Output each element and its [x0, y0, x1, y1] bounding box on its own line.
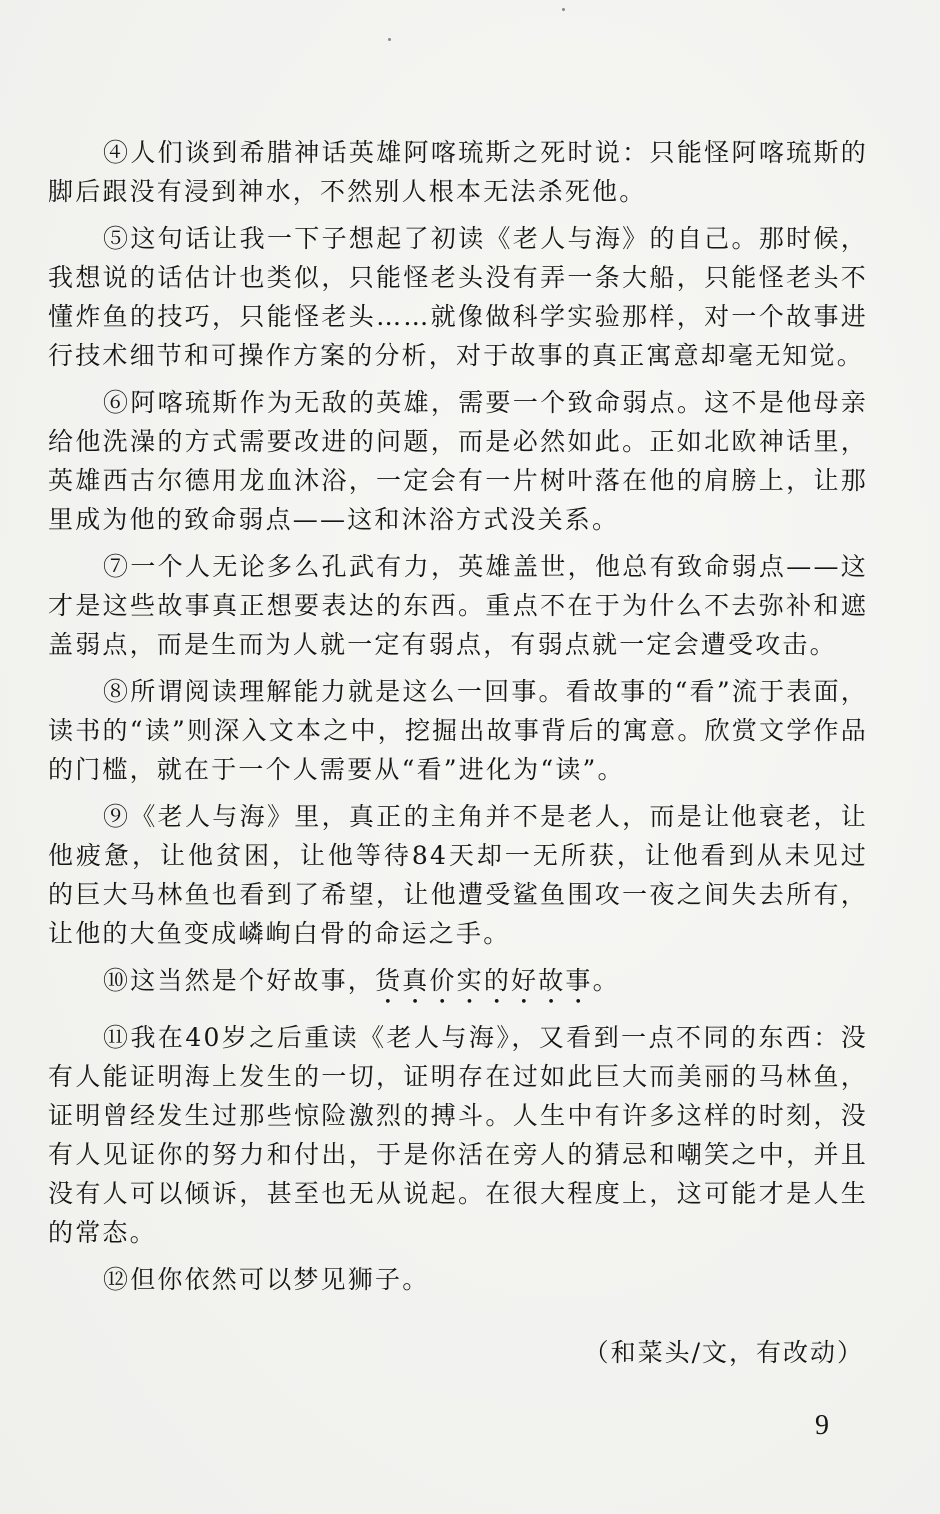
- paragraph-5: ⑤这句话让我一下子想起了初读《老人与海》的自己。那时候，我想说的话估计也类似，只能怪老头没有弄一条大船，只能怪老头不懂炸鱼的技巧，只能怪老头……就像做科学实验那样，对一个故事进行技术细节和可操作方案的分析，对于故事的真正寓意却毫无知觉。: [48, 224, 868, 370]
- paragraph-10-suffix: 。: [592, 966, 620, 995]
- paragraph-12: ⑫但你依然可以梦见狮子。: [103, 1265, 430, 1294]
- paragraph-10-prefix: ⑩这当然是个好故事，: [103, 966, 376, 995]
- scan-speck: [388, 38, 391, 41]
- emphasized-phrase: 货真价实的好故事: [375, 966, 593, 995]
- scan-speck: [562, 8, 565, 11]
- paragraph-9: ⑨《老人与海》里，真正的主角并不是老人，而是让他衰老，让他疲惫，让他贫困，让他等待84天却一无所获，让他看到从未见过的巨大马林鱼也看到了希望，让他遭受鲨鱼围攻一夜之间失去所有，让他的大鱼变成嶙峋白骨的命运之手。: [48, 802, 868, 948]
- paragraph-6: ⑥阿喀琉斯作为无敌的英雄，需要一个致命弱点。这不是他母亲给他洗澡的方式需要改进的问题，而是必然如此。正如北欧神话里，英雄西古尔德用龙血沐浴，一定会有一片树叶落在他的肩膀上，让那里成为他的致命弱点——这和沐浴方式没关系。: [48, 388, 868, 534]
- paragraph-8: ⑧所谓阅读理解能力就是这么一回事。看故事的“看”流于表面，读书的“读”则深入文本之中，挖掘出故事背后的寓意。欣赏文学作品的门槛，就在于一个人需要从“看”进化为“读”。: [48, 677, 868, 784]
- paragraph-10: [48, 961, 868, 1010]
- page-number: 9: [815, 1410, 829, 1441]
- paragraph-4: ④人们谈到希腊神话英雄阿喀琉斯之死时说：只能怪阿喀琉斯的脚后跟没有浸到神水，不然别人根本无法杀死他。: [48, 138, 868, 206]
- article-body: [48, 133, 868, 1307]
- source-attribution: （和菜头/文，有改动）: [583, 1338, 864, 1367]
- paragraph-11: ⑪我在40岁之后重读《老人与海》，又看到一点不同的东西：没有人能证明海上发生的一切，证明存在过如此巨大而美丽的马林鱼，证明曾经发生过那些惊险激烈的搏斗。人生中有许多这样的时刻，没有人见证你的努力和付出，于是你活在旁人的猜忌和嘲笑之中，并且没有人可以倾诉，甚至也无从说起。在很大程度上，这可能才是人生的常态。: [48, 1023, 868, 1247]
- paragraph-7: ⑦一个人无论多么孔武有力，英雄盖世，他总有致命弱点——这才是这些故事真正想要表达的东西。重点不在于为什么不去弥补和遮盖弱点，而是生而为人就一定有弱点，有弱点就一定会遭受攻击。: [48, 552, 868, 659]
